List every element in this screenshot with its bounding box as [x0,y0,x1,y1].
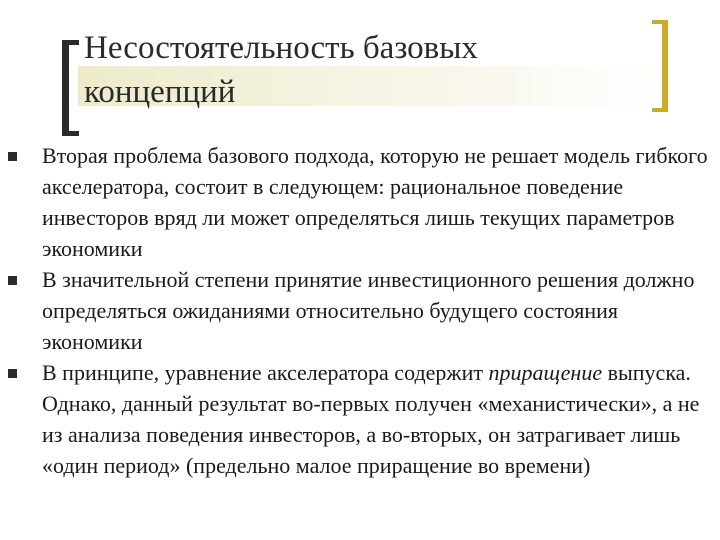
bullet-text-3-before: В принципе, уравнение акселератора содержит [42,360,489,385]
bullet-text-3-emphasis: приращение [488,360,603,385]
square-bullet-icon [8,369,17,378]
bullet-text-3-after: выпуска. Однако, данный результат во-первых получен «механистически», а не из анализа поведения инвесторов, а во-вторых, он затрагивает лишь «один период» (предельно малое приращение во времени) [42,360,700,478]
square-bullet-icon [8,152,17,161]
slide-title-line-1: Несостоятельность базовых [84,30,478,66]
bullet-item-3 [0,357,720,481]
slide-title [84,26,624,114]
bullet-list [0,140,720,481]
bullet-item-2 [0,264,720,357]
right-bracket-decoration [652,20,668,112]
bullet-text-2: В значительной степени принятие инвестиционного решения должно определяться ожиданиями относительно будущего состояния экономики [42,267,695,354]
slide-title-line-2: концепций [84,74,236,110]
left-bracket-decoration [62,40,79,136]
square-bullet-icon [8,276,17,285]
bullet-item-1 [0,140,720,264]
bullet-text-1: Вторая проблема базового подхода, которую не решает модель гибкого акселератора, состоит в следующем: рациональное поведение инвесторов вряд ли может определяться лишь текущих параметров экономики [42,143,708,261]
